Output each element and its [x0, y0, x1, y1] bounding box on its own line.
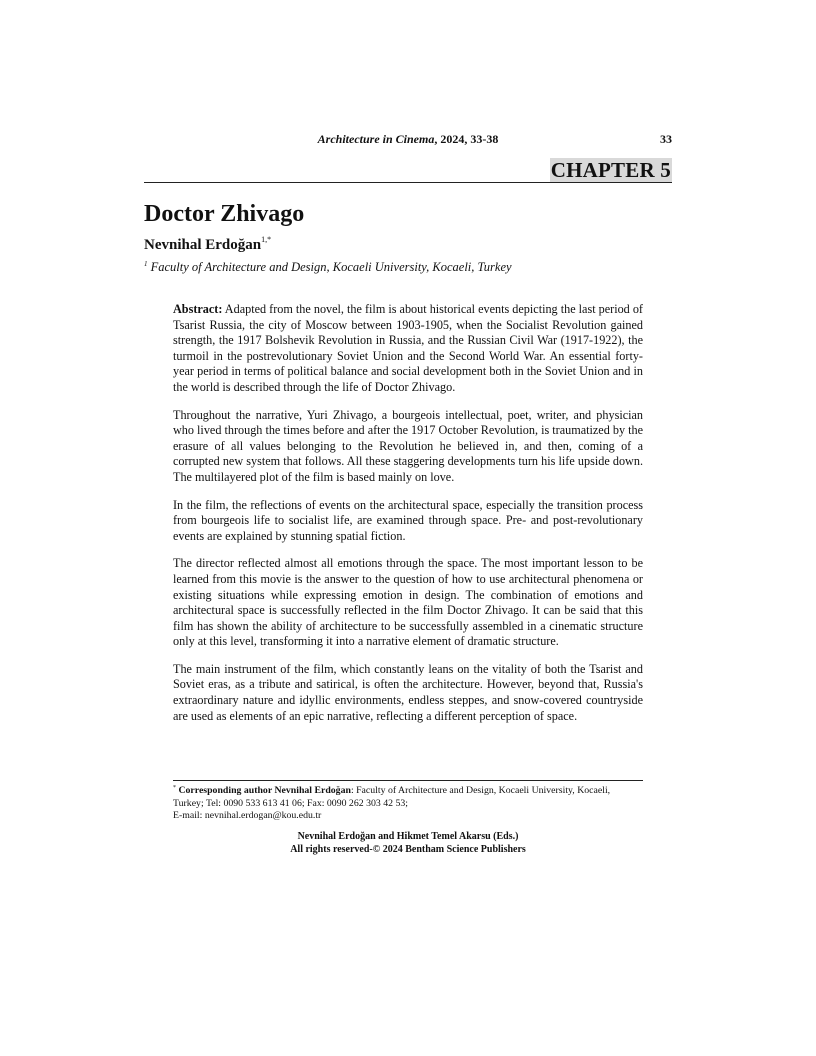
publisher-info	[144, 831, 672, 856]
journal-title: Architecture in Cinema	[317, 132, 435, 146]
chapter-label: CHAPTER 5	[550, 158, 671, 182]
abstract-paragraph: Abstract: Adapted from the novel, the film is about historical events depicting the last period of Tsarist Russia, the city of Moscow between 1903-1905, when the Socialist Revolution gained strength, the 1917 Bolshevik Revolution in Russia, and the Russian Civil War (1917-1922), the turmoil in the postrevolutionary Soviet Union and the Second World War. An essential forty-year period in terms of political balance and social development both in the Soviet Union and in the world is described through the life of Doctor Zhivago.	[173, 302, 643, 394]
abstract-paragraph: The director reflected almost all emotions through the space. The most important lesson to be learned from this movie is the answer to the question of how to use architectural phenomena or existing situations while expressing emotion in design. The combination of emotions and architectural space is successfully reflected in the film Doctor Zhivago. It can be said that this film has shown the ability of architecture to be successfully assembled in a cinematic structure only at this level, transforming it into a narrative element of dramatic structure.	[173, 556, 643, 649]
affiliation-mark: 1	[144, 260, 148, 268]
footnote-rule	[173, 780, 643, 781]
author-name: Nevnihal Erdoğan	[144, 237, 262, 253]
footnote-email: E-mail: nevnihal.erdogan@kou.edu.tr	[173, 810, 322, 821]
abstract-paragraph: In the film, the reflections of events on the architectural space, especially the transition process from bourgeois life to socialist life, are examined through space. Pre- and post-revolutionary events are explained by stunning spatial fiction.	[173, 497, 643, 543]
page-number: 33	[660, 132, 672, 146]
journal-citation	[144, 132, 672, 147]
footnote-text: : Faculty of Architecture and Design, Kocaeli University, Kocaeli, Turkey; Tel: 0090 533 613 41 06; Fax: 0090 262 303 42 53;	[173, 785, 611, 809]
footnote-correspondence	[173, 785, 643, 810]
footnote	[173, 785, 643, 823]
journal-issue: , 2024, 33-38	[434, 132, 499, 146]
affiliation-text: Faculty of Architecture and Design, Kocaeli University, Kocaeli, Turkey	[150, 260, 512, 274]
chapter-title: Doctor Zhivago	[144, 201, 305, 227]
copyright-line: All rights reserved-© 2024 Bentham Science Publishers	[290, 843, 526, 855]
running-header	[144, 132, 672, 148]
footnote-label: Corresponding author Nevnihal Erdoğan	[178, 785, 351, 796]
footnote-mark: *	[173, 785, 176, 791]
affiliation	[144, 259, 512, 275]
header-rule	[144, 182, 672, 183]
author-marks: 1,*	[261, 235, 272, 244]
abstract-body	[173, 302, 643, 736]
abstract-paragraph: The main instrument of the film, which constantly leans on the vitality of both the Tsarist and Soviet eras, as a tribute and satirical, is often the architecture. However, beyond that, Russia's extraordinary nature and idyllic environments, endless steppes, and snow-covered countryside are used as elements of an epic narrative, reflecting a different perception of space.	[173, 661, 643, 723]
editors-line: Nevnihal Erdoğan and Hikmet Temel Akarsu (Eds.)	[297, 831, 519, 842]
author-line	[144, 236, 271, 255]
abstract-paragraph: Throughout the narrative, Yuri Zhivago, a bourgeois intellectual, poet, writer, and physician who lived through the times before and after the 1917 October Revolution, is traumatized by the erasure of all values belonging to the Revolution he believed in, and then, coming of a corrupted new system that follows. All these staggering developments turn his life upside down. The multilayered plot of the film is based mainly on love.	[173, 407, 643, 484]
abstract-label: Abstract:	[173, 302, 223, 316]
